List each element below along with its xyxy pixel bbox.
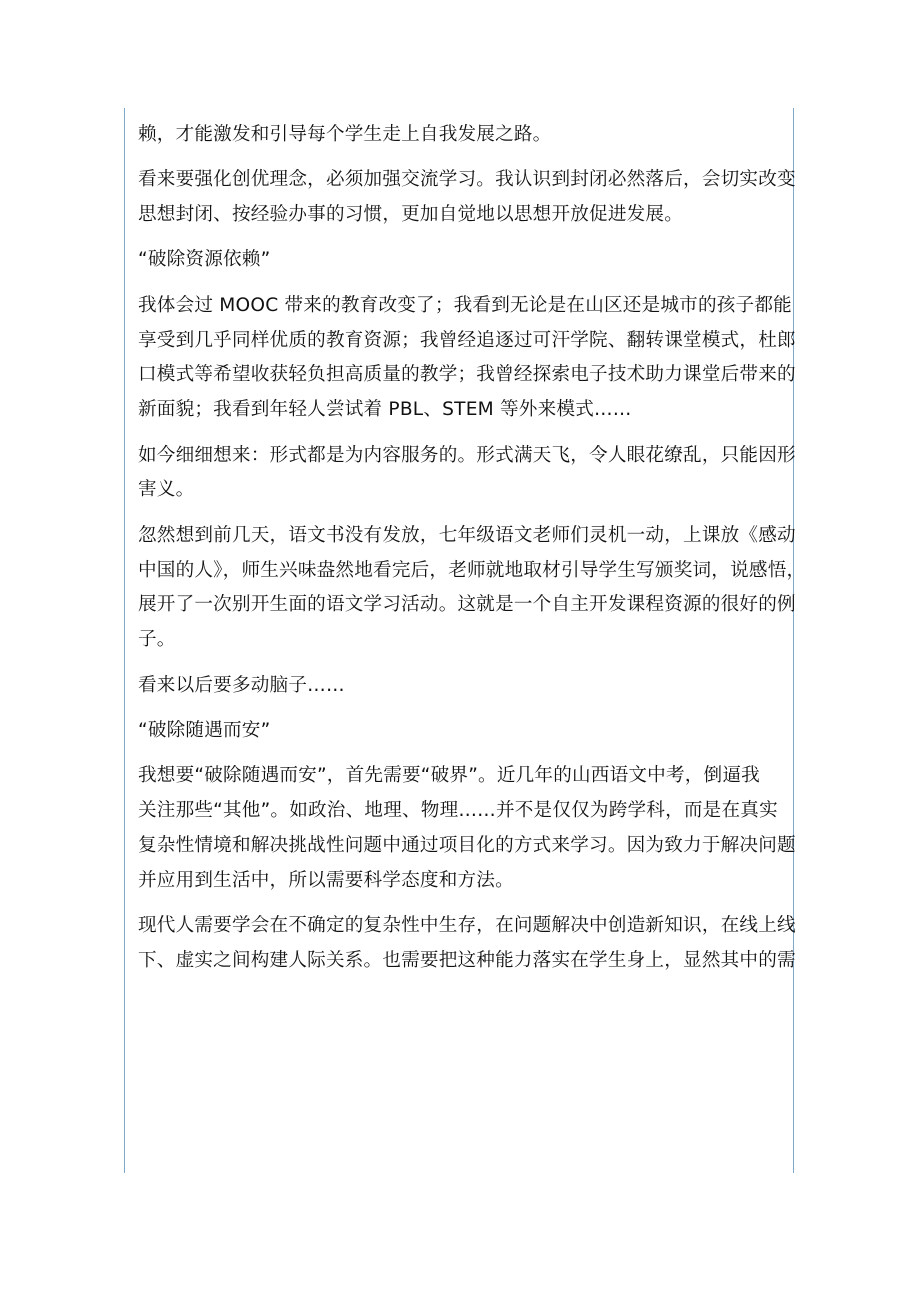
text-line: 口模式等希望收获轻负担高质量的教学；我曾经探索电子技术助力课堂后带来的 (138, 364, 796, 386)
text-line: 并应用到生活中，所以需要科学态度和方法。 (138, 869, 514, 891)
text-line: 看来以后要多动脑子…… (138, 674, 345, 696)
text-line: 现代人需要学会在不确定的复杂性中生存，在问题解决中创造新知识，在线上线 (138, 915, 796, 937)
document-body (138, 118, 806, 979)
text-line: 我体会过 MOOC 带来的教育改变了；我看到无论是在山区还是城市的孩子都能 (138, 294, 792, 316)
text-line: 赖，才能激发和引导每个学生走上自我发展之路。 (138, 124, 552, 145)
paragraph (138, 909, 796, 979)
paragraph (138, 118, 786, 153)
text-line: 中国的人》，师生兴味盎然地看完后，老师就地取材引导学生写颁奖词，说感悟， (138, 559, 806, 581)
paragraph (138, 519, 806, 658)
section-heading (138, 243, 786, 278)
paragraph (138, 759, 796, 898)
text-line: 新面貌；我看到年轻人尝试着 PBL、STEM 等外来模式…… (138, 399, 632, 421)
paragraph (138, 289, 796, 428)
text-line: 如今细细想来：形式都是为内容服务的。形式满天飞，令人眼花缭乱，只能因形 (138, 444, 796, 466)
text-line: 享受到几乎同样优质的教育资源；我曾经追逐过可汗学院、翻转课堂模式，杜郎 (138, 329, 796, 351)
text-line: 复杂性情境和解决挑战性问题中通过项目化的方式来学习。因为致力于解决问题 (138, 834, 796, 856)
text-line: 展开了一次别开生面的语文学习活动。这就是一个自主开发课程资源的很好的例 (138, 594, 796, 616)
text-line: 思想封闭、按经验办事的习惯，更加自觉地以思想开放促进发展。 (138, 204, 684, 226)
text-line: “破除资源依赖” (138, 249, 271, 271)
text-line: 关注那些“其他”。如政治、地理、物理……并不是仅仅为跨学科，而是在真实 (138, 800, 778, 822)
text-line: 我想要“破除随遇而安”，首先需要“破界”。近几年的山西语文中考，倒逼我 (138, 765, 760, 787)
text-line: 子。 (138, 629, 176, 651)
text-line: 下、虚实之间构建人际关系。也需要把这种能力落实在学生身上，显然其中的需 (138, 949, 796, 971)
paragraph (138, 163, 796, 233)
text-line: 忽然想到前几天，语文书没有发放，七年级语文老师们灵机一动，上课放《感动 (138, 524, 796, 546)
text-line: 害义。 (138, 479, 195, 501)
text-line: 看来要强化创优理念，必须加强交流学习。我认识到封闭必然落后，会切实改变 (138, 169, 796, 191)
paragraph (138, 669, 786, 704)
paragraph (138, 439, 796, 509)
section-heading (138, 714, 786, 749)
text-line: “破除随遇而安” (138, 719, 271, 741)
